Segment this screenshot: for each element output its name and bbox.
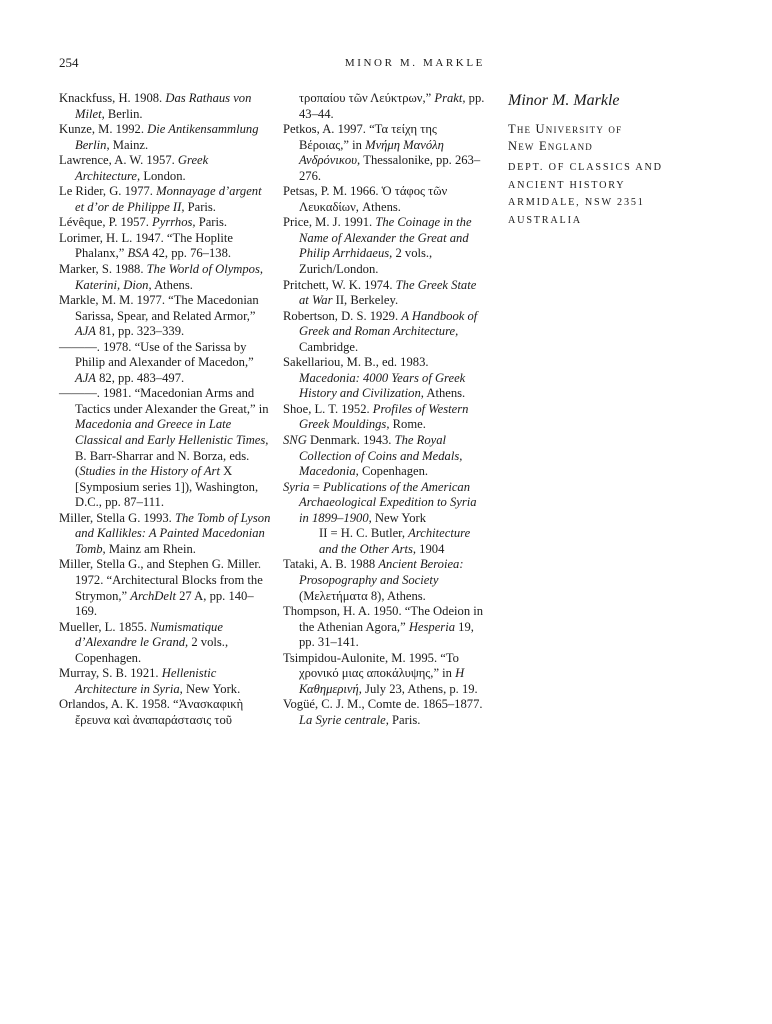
bibliography-entry: Price, M. J. 1991. The Coinage in the Name of Alexander the Great and Philip Arrhidaeus, 2 vols., Zurich/London. [283, 215, 472, 277]
bibliography-entry: SNG Denmark. 1943. The Royal Collection of Coins and Medals, Macedonia, Copenhagen. [283, 433, 463, 479]
address-line: ARMIDALE, NSW 2351 [508, 197, 645, 209]
bibliography-entry: Knackfuss, H. 1908. Das Rathaus von Milet, Berlin. [59, 91, 252, 121]
bibliography-entry: II = H. C. Butler, Architecture and the Other Arts, 1904 [319, 526, 471, 556]
author-name: Minor M. Markle [508, 92, 620, 109]
bibliography-entry: ———. 1978. “Use of the Sarissa by Philip and Alexander of Macedon,” AJA 82, pp. 483–497. [59, 339, 254, 385]
bibliography-entry: Robertson, D. S. 1929. A Handbook of Greek and Roman Architecture, Cambridge. [283, 308, 478, 354]
bibliography-entry: Thompson, H. A. 1950. “The Odeion in the Athenian Agora,” Hesperia 19, pp. 31–141. [283, 604, 484, 650]
bibliography-entry: Orlandos, A. K. 1958. “Ἀνασκαφικὴ ἔρευνα καὶ ἀναπαράστασις τοῦ [59, 697, 244, 727]
author-affiliation [508, 121, 708, 155]
bibliography-entry: Sakellariou, M. B., ed. 1983. Macedonia: 4000 Years of Greek History and Civilization, Athens. [283, 355, 466, 401]
bibliography-entry: Vogüé, C. J. M., Comte de. 1865–1877. La Syrie centrale, Paris. [283, 697, 483, 727]
running-head: MINOR M. MARKLE [344, 57, 485, 69]
bibliography-entry: Shoe, L. T. 1952. Profiles of Western Greek Mouldings, Rome. [283, 401, 469, 432]
page-number: 254 [59, 55, 79, 70]
affiliation-line: The University of [508, 122, 623, 136]
bibliography-entry: Miller, Stella G., and Stephen G. Miller. 1972. “Architectural Blocks from the Strymon,” ArchDelt 27 A, pp. 140–169. [59, 557, 263, 619]
bibliography-entry: Markle, M. M. 1977. “The Macedonian Sarissa, Spear, and Related Armor,” AJA 81, pp. 323–339. [59, 293, 259, 339]
address-line: DEPT. OF CLASSICS AND [508, 162, 663, 173]
bibliography-entry: Mueller, L. 1855. Numismatique d’Alexandre le Grand, 2 vols., Copenhagen. [59, 619, 229, 665]
bibliography-entry: τροπαίου τῶν Λεύκτρων,” Prakt, pp. 43–44. [299, 91, 485, 121]
author-address [508, 159, 708, 229]
bibliography-entry: Lawrence, A. W. 1957. Greek Architecture, London. [59, 153, 209, 183]
bibliography-entry: Lorimer, H. L. 1947. “The Hoplite Phalanx,” BSA 42, pp. 76–138. [59, 230, 234, 261]
address-line: AUSTRALIA [508, 214, 582, 226]
bibliography-entry: Kunze, M. 1992. Die Antikensammlung Berlin, Mainz. [59, 122, 259, 152]
bibliography-entry: Le Rider, G. 1977. Monnayage d’argent et d’or de Philippe II, Paris. [59, 184, 262, 214]
bibliography-column-left [59, 91, 271, 728]
bibliography-entry: Petsas, P. M. 1966. Ὁ τάφος τῶν Λευκαδίων, Athens. [283, 184, 448, 214]
bibliography-entry: Tsimpidou-Aulonite, M. 1995. “Το χρονικό μιας αποκάλυψης,” in Η Καθημερινή, July 23, Athens, p. 19. [283, 650, 478, 696]
address-line: ANCIENT HISTORY [508, 179, 626, 191]
affiliation-line: New England [508, 139, 593, 153]
bibliography-entry: Miller, Stella G. 1993. The Tomb of Lyson and Kallikles: A Painted Macedonian Tomb, Mainz am Rhein. [59, 510, 271, 556]
bibliography-entry: Petkos, A. 1997. “Τα τείχη της Βέροιας,” in Μνήμη Μανόλη Ανδρόνικου, Thessalonike, pp. 263–276. [283, 122, 481, 183]
bibliography-entry: Marker, S. 1988. The World of Olympos, Katerini, Dion, Athens. [59, 262, 264, 292]
bibliography-entry: Tataki, A. B. 1988 Ancient Beroiea: Prosopography and Society (Μελετήματα 8), Athens. [283, 557, 464, 603]
author-block [508, 91, 708, 229]
bibliography-entry: Murray, S. B. 1921. Hellenistic Architecture in Syria, New York. [59, 666, 241, 696]
bibliography-entry: ———. 1981. “Macedonian Arms and Tactics under Alexander the Great,” in Macedonia and Greece in Late Classical and Early Hellenistic Times, B. Barr-Sharrar and N. Borza, eds. (Studies in the History of Art X [Symposium series 1]), Washington, D.C., pp. 87–111. [59, 386, 269, 510]
bibliography-entry: Pritchett, W. K. 1974. The Greek State at War II, Berkeley. [283, 277, 477, 308]
bibliography-entry: Syria = Publications of the American Archaeological Expedition to Syria in 1899–1900, New York [283, 479, 477, 525]
bibliography-entry: Lévêque, P. 1957. Pyrrhos, Paris. [59, 215, 228, 230]
bibliography-column-middle [283, 91, 485, 728]
